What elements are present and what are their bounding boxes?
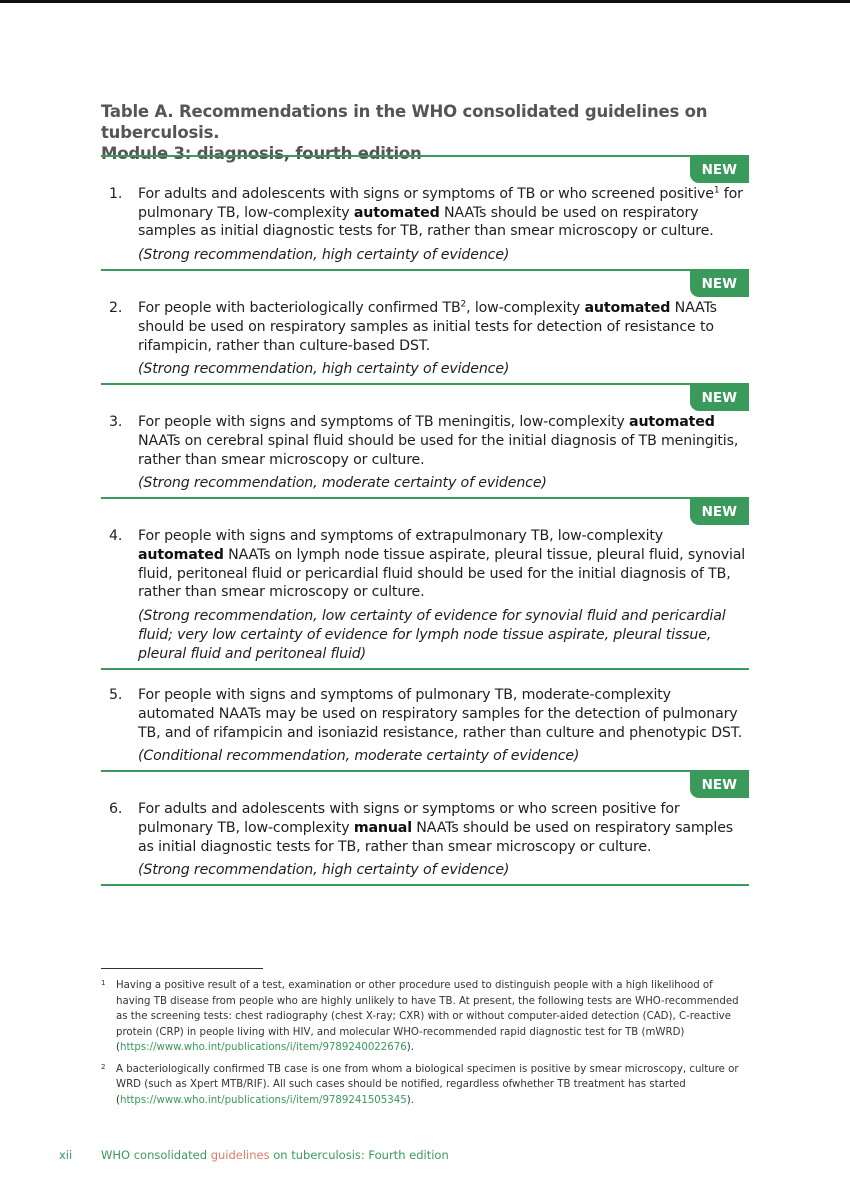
recommendation-row-5	[101, 668, 749, 770]
footnote-ref: 2	[460, 299, 467, 310]
recommendation-text-part: NAATs should be used on respiratory samples as initial diagnostic tests for TB, rather than smear microscopy or culture.	[138, 204, 714, 240]
emphasis: automated	[353, 204, 440, 221]
footnote-number: 2	[101, 1062, 106, 1071]
footnote-2	[101, 1062, 749, 1109]
recommendation-strength: (Strong recommendation, high certainty of evidence)	[138, 361, 510, 378]
recommendation-strength: (Strong recommendation, high certainty of evidence)	[138, 862, 510, 879]
recommendation-text-part: For people with signs and symptoms of TB meningitis, low-complexity	[138, 414, 630, 431]
recommendation-row-6	[101, 770, 749, 886]
new-badge: NEW	[690, 157, 749, 183]
recommendation-text-part: NAATs should be used on respiratory samples as initial diagnostic tests for TB, rather than smear microscopy or culture.	[138, 819, 734, 855]
new-badge: NEW	[690, 499, 749, 525]
emphasis: automated	[138, 547, 224, 564]
top-border	[0, 0, 850, 3]
footnote-1	[101, 978, 749, 1056]
footnote-ref: 1	[713, 185, 720, 196]
emphasis: automated	[584, 300, 671, 317]
new-badge: NEW	[690, 772, 749, 798]
recommendation-text-part: For adults and adolescents with signs or symptoms of TB or who screened positive	[138, 186, 714, 202]
footnote-text: Having a positive result of a test, examination or other procedure used to distinguish people with a high likelihood of having TB disease from people who are highly unlikely to have TB. At present, the following tests are WHO-recommended as the screening tests: chest radiography (chest X-ray; CXR) with or without computer-aided detection (CAD), C-reactive protein (CRP) in people living with HIV, and molecular WHO-recommended rapid diagnostic test for TB (mWRD) (	[116, 980, 739, 1053]
recommendation-text	[101, 413, 749, 469]
recommendation-text-part: For adults and adolescents with signs or symptoms or who screen positive for pulmonary TB, low-complexity	[138, 801, 680, 836]
recommendation-strength: (Strong recommendation, moderate certainty of evidence)	[138, 475, 547, 492]
recommendation-number: 4.	[109, 528, 123, 545]
recommendation-row-2	[101, 269, 749, 383]
recommendation-text-part: , low-complexity	[466, 300, 585, 317]
footnote-text-end: ).	[406, 1094, 414, 1106]
table-title-line-1: Table A. Recommendations in the WHO consolidated guidelines on tuberculosis.	[101, 102, 708, 142]
new-badge: NEW	[690, 385, 749, 411]
recommendation-text-part: NAATs should be used on respiratory samples as initial tests for detection of resistance to rifampicin, rather than culture-based DST.	[138, 300, 717, 354]
recommendation-text	[101, 527, 749, 602]
recommendation-number: 6.	[109, 801, 123, 818]
footnote-text-end: ).	[406, 1042, 414, 1053]
footnote-separator	[101, 968, 263, 969]
emphasis: manual	[353, 819, 412, 836]
recommendation-row-4	[101, 497, 749, 668]
recommendation-text	[101, 185, 749, 241]
emphasis: automated	[629, 414, 715, 431]
recommendation-text-part: For people with bacteriologically confirmed TB	[138, 300, 461, 317]
table-title-line-2: Module 3: diagnosis, fourth edition	[101, 144, 422, 163]
recommendation-number: 2.	[109, 300, 123, 317]
recommendation-row-3	[101, 383, 749, 497]
footnote-text: A bacteriologically confirmed TB case is one from whom a biological specimen is positive by smear microscopy, culture or WRD (such as Xpert MTB/RIF). All such cases should be notified, regardless ofwhether TB treatment has started (	[116, 1063, 739, 1106]
footnote-number: 1	[101, 979, 106, 987]
recommendation-text-part: NAATs on lymph node tissue aspirate, pleural tissue, pleural fluid, synovial fluid, peritoneal fluid or pericardial fluid should be used for the initial diagnosis of TB, rather than smear microscopy or culture.	[138, 547, 746, 601]
footnotes	[101, 978, 749, 1114]
footnote-link[interactable]: https://www.who.int/publications/i/item/9789241505345	[119, 1094, 407, 1106]
recommendation-text-part: For people with signs and symptoms of extrapulmonary TB, low-complexity	[138, 528, 664, 545]
recommendation-text-part: for pulmonary TB, low-complexity	[138, 186, 743, 221]
recommendation-number: 5.	[109, 687, 123, 704]
page-number: xii	[59, 1148, 73, 1162]
new-badge: NEW	[690, 271, 749, 297]
recommendation-strength: (Conditional recommendation, moderate certainty of evidence)	[138, 748, 580, 765]
recommendation-text	[101, 800, 749, 856]
recommendation-number: 3.	[109, 414, 123, 431]
recommendation-text	[101, 299, 749, 355]
recommendations-table	[101, 155, 749, 886]
footer-highlight: guidelines	[210, 1148, 270, 1162]
page-footer	[59, 1148, 449, 1162]
recommendation-text-part: NAATs on cerebral spinal fluid should be used for the initial diagnosis of TB meningitis, rather than smear microscopy or culture.	[138, 432, 739, 468]
recommendation-text	[101, 686, 749, 742]
footer-text: on tuberculosis: Fourth edition	[269, 1148, 449, 1162]
recommendation-row-1	[101, 155, 749, 269]
footnote-link[interactable]: https://www.who.int/publications/i/item/9789240022676	[119, 1042, 407, 1053]
recommendation-number: 1.	[109, 186, 123, 202]
footer-text: WHO consolidated	[101, 1148, 211, 1162]
recommendation-strength: (Strong recommendation, high certainty of evidence)	[138, 247, 510, 264]
recommendation-text-part: For people with signs and symptoms of pulmonary TB, moderate-complexity automated NAATs may be used on respiratory samples for the detection of pulmonary TB, and of rifampicin and isoniazid resistance, rather than culture and phenotypic DST.	[138, 687, 742, 741]
recommendation-strength: (Strong recommendation, low certainty of evidence for synovial fluid and pericardial fluid; very low certainty of evidence for lymph node tissue aspirate, pleural tissue, pleural fluid and peritoneal fluid)	[138, 608, 726, 663]
